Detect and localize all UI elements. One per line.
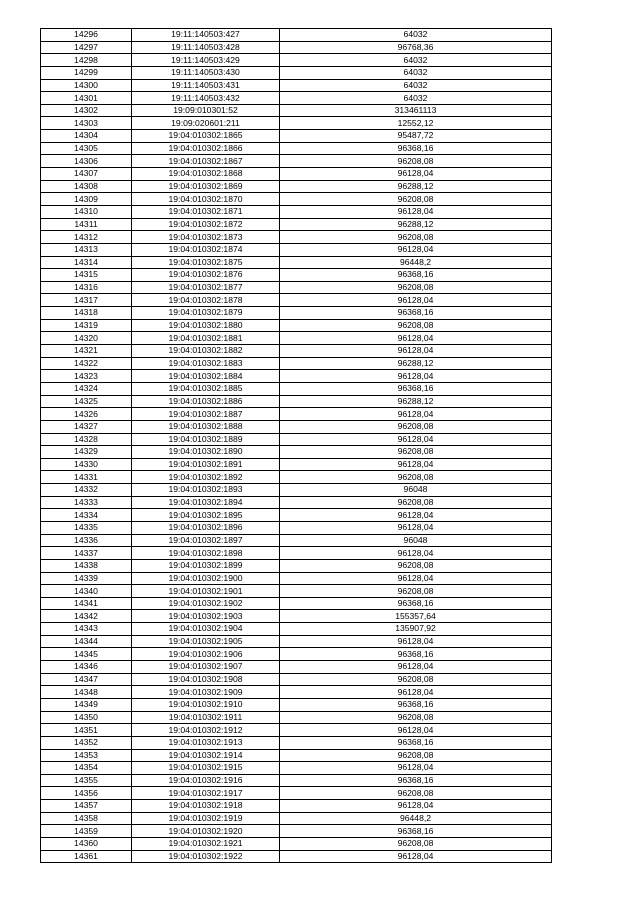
value-cell: 96208,08 <box>280 281 552 294</box>
cadastral-number-cell: 19:04:010302:1906 <box>132 648 280 661</box>
table-row <box>41 787 552 800</box>
row-number-cell: 14315 <box>41 269 132 282</box>
value-cell: 96048 <box>280 484 552 497</box>
row-number-cell: 14347 <box>41 673 132 686</box>
row-number-cell: 14307 <box>41 168 132 181</box>
value-cell: 96288,12 <box>280 180 552 193</box>
value-cell: 96128,04 <box>280 458 552 471</box>
cadastral-number-cell: 19:04:010302:1897 <box>132 534 280 547</box>
cadastral-number-cell: 19:04:010302:1919 <box>132 812 280 825</box>
table-row <box>41 41 552 54</box>
row-number-cell: 14309 <box>41 193 132 206</box>
value-cell: 96128,04 <box>280 408 552 421</box>
row-number-cell: 14328 <box>41 433 132 446</box>
row-number-cell: 14358 <box>41 812 132 825</box>
row-number-cell: 14332 <box>41 484 132 497</box>
value-cell: 96128,04 <box>280 433 552 446</box>
value-cell: 96128,04 <box>280 345 552 358</box>
value-cell: 96128,04 <box>280 370 552 383</box>
table-row <box>41 357 552 370</box>
table-row <box>41 509 552 522</box>
cadastral-number-cell: 19:04:010302:1866 <box>132 142 280 155</box>
value-cell: 96368,16 <box>280 698 552 711</box>
value-cell: 96128,04 <box>280 850 552 863</box>
row-number-cell: 14308 <box>41 180 132 193</box>
table-row <box>41 243 552 256</box>
cadastral-number-cell: 19:04:010302:1896 <box>132 521 280 534</box>
table-row <box>41 180 552 193</box>
row-number-cell: 14320 <box>41 332 132 345</box>
cadastral-number-cell: 19:04:010302:1917 <box>132 787 280 800</box>
cadastral-number-cell: 19:04:010302:1894 <box>132 496 280 509</box>
row-number-cell: 14333 <box>41 496 132 509</box>
value-cell: 64032 <box>280 79 552 92</box>
value-cell: 96128,04 <box>280 572 552 585</box>
value-cell: 96208,08 <box>280 420 552 433</box>
value-cell: 96128,04 <box>280 547 552 560</box>
cadastral-number-cell: 19:04:010302:1913 <box>132 736 280 749</box>
table-row <box>41 130 552 143</box>
table-row <box>41 66 552 79</box>
row-number-cell: 14312 <box>41 231 132 244</box>
value-cell: 95487,72 <box>280 130 552 143</box>
value-cell: 96128,04 <box>280 243 552 256</box>
value-cell: 96208,08 <box>280 749 552 762</box>
table-row <box>41 446 552 459</box>
value-cell: 96208,08 <box>280 496 552 509</box>
table-row <box>41 812 552 825</box>
cadastral-number-cell: 19:11:140503:431 <box>132 79 280 92</box>
value-cell: 96368,16 <box>280 825 552 838</box>
table-row <box>41 572 552 585</box>
table-row <box>41 117 552 130</box>
value-cell: 96368,16 <box>280 736 552 749</box>
table-row <box>41 610 552 623</box>
cadastral-number-cell: 19:04:010302:1921 <box>132 838 280 851</box>
value-cell: 96368,16 <box>280 648 552 661</box>
value-cell: 96208,08 <box>280 193 552 206</box>
row-number-cell: 14306 <box>41 155 132 168</box>
cadastral-number-cell: 19:04:010302:1908 <box>132 673 280 686</box>
row-number-cell: 14305 <box>41 142 132 155</box>
table-row <box>41 408 552 421</box>
row-number-cell: 14302 <box>41 104 132 117</box>
row-number-cell: 14355 <box>41 774 132 787</box>
value-cell: 96768,36 <box>280 41 552 54</box>
cadastral-number-cell: 19:04:010302:1903 <box>132 610 280 623</box>
row-number-cell: 14299 <box>41 66 132 79</box>
row-number-cell: 14329 <box>41 446 132 459</box>
value-cell: 96128,04 <box>280 686 552 699</box>
cadastral-number-cell: 19:04:010302:1904 <box>132 623 280 636</box>
table-row <box>41 420 552 433</box>
cadastral-number-cell: 19:04:010302:1922 <box>132 850 280 863</box>
cadastral-number-cell: 19:04:010302:1891 <box>132 458 280 471</box>
cadastral-number-cell: 19:04:010302:1879 <box>132 307 280 320</box>
table-row <box>41 332 552 345</box>
value-cell: 96208,08 <box>280 471 552 484</box>
cadastral-number-cell: 19:04:010302:1905 <box>132 635 280 648</box>
row-number-cell: 14324 <box>41 382 132 395</box>
value-cell: 96128,04 <box>280 635 552 648</box>
cadastral-number-cell: 19:04:010302:1900 <box>132 572 280 585</box>
cadastral-number-cell: 19:04:010302:1877 <box>132 281 280 294</box>
row-number-cell: 14330 <box>41 458 132 471</box>
cadastral-number-cell: 19:04:010302:1878 <box>132 294 280 307</box>
cadastral-number-cell: 19:04:010302:1899 <box>132 559 280 572</box>
value-cell: 96368,16 <box>280 597 552 610</box>
table-row <box>41 92 552 105</box>
row-number-cell: 14300 <box>41 79 132 92</box>
table-row <box>41 29 552 42</box>
value-cell: 96208,08 <box>280 155 552 168</box>
table-row <box>41 774 552 787</box>
value-cell: 96128,04 <box>280 509 552 522</box>
row-number-cell: 14354 <box>41 762 132 775</box>
table-row <box>41 395 552 408</box>
cadastral-number-cell: 19:04:010302:1867 <box>132 155 280 168</box>
table-row <box>41 597 552 610</box>
cadastral-number-cell: 19:04:010302:1909 <box>132 686 280 699</box>
cadastral-number-cell: 19:04:010302:1875 <box>132 256 280 269</box>
cadastral-number-cell: 19:11:140503:429 <box>132 54 280 67</box>
table-row <box>41 142 552 155</box>
value-cell: 64032 <box>280 54 552 67</box>
row-number-cell: 14343 <box>41 623 132 636</box>
cadastral-number-cell: 19:04:010302:1883 <box>132 357 280 370</box>
value-cell: 96288,12 <box>280 395 552 408</box>
cadastral-number-cell: 19:04:010302:1887 <box>132 408 280 421</box>
value-cell: 96448,2 <box>280 256 552 269</box>
row-number-cell: 14322 <box>41 357 132 370</box>
value-cell: 64032 <box>280 29 552 42</box>
cadastral-number-cell: 19:04:010302:1915 <box>132 762 280 775</box>
table-row <box>41 231 552 244</box>
row-number-cell: 14352 <box>41 736 132 749</box>
value-cell: 96448,2 <box>280 812 552 825</box>
table-row <box>41 635 552 648</box>
row-number-cell: 14321 <box>41 345 132 358</box>
cadastral-number-cell: 19:11:140503:432 <box>132 92 280 105</box>
row-number-cell: 14314 <box>41 256 132 269</box>
row-number-cell: 14339 <box>41 572 132 585</box>
table-row <box>41 256 552 269</box>
cadastral-number-cell: 19:04:010302:1872 <box>132 218 280 231</box>
cadastral-number-cell: 19:04:010302:1874 <box>132 243 280 256</box>
row-number-cell: 14342 <box>41 610 132 623</box>
table-row <box>41 585 552 598</box>
cadastral-number-cell: 19:04:010302:1898 <box>132 547 280 560</box>
value-cell: 96288,12 <box>280 218 552 231</box>
row-number-cell: 14349 <box>41 698 132 711</box>
cadastral-number-cell: 19:11:140503:427 <box>132 29 280 42</box>
cadastral-number-cell: 19:04:010302:1911 <box>132 711 280 724</box>
cadastral-number-cell: 19:11:140503:428 <box>132 41 280 54</box>
row-number-cell: 14327 <box>41 420 132 433</box>
value-cell: 96128,04 <box>280 762 552 775</box>
cadastral-number-cell: 19:04:010302:1873 <box>132 231 280 244</box>
row-number-cell: 14350 <box>41 711 132 724</box>
row-number-cell: 14326 <box>41 408 132 421</box>
row-number-cell: 14310 <box>41 205 132 218</box>
table-row <box>41 673 552 686</box>
cadastral-number-cell: 19:04:010302:1885 <box>132 382 280 395</box>
value-cell: 96208,08 <box>280 838 552 851</box>
table-row <box>41 382 552 395</box>
table-row <box>41 307 552 320</box>
table-row <box>41 800 552 813</box>
value-cell: 96368,16 <box>280 774 552 787</box>
table-row <box>41 54 552 67</box>
row-number-cell: 14311 <box>41 218 132 231</box>
value-cell: 96208,08 <box>280 559 552 572</box>
value-cell: 96128,04 <box>280 800 552 813</box>
value-cell: 96288,12 <box>280 357 552 370</box>
cadastral-number-cell: 19:04:010302:1889 <box>132 433 280 446</box>
value-cell: 96208,08 <box>280 231 552 244</box>
value-cell: 96208,08 <box>280 585 552 598</box>
row-number-cell: 14296 <box>41 29 132 42</box>
table-row <box>41 345 552 358</box>
value-cell: 135907,92 <box>280 623 552 636</box>
table-row <box>41 168 552 181</box>
row-number-cell: 14359 <box>41 825 132 838</box>
value-cell: 96048 <box>280 534 552 547</box>
table-row <box>41 294 552 307</box>
cadastral-number-cell: 19:04:010302:1910 <box>132 698 280 711</box>
value-cell: 96128,04 <box>280 294 552 307</box>
table-row <box>41 458 552 471</box>
value-cell: 96368,16 <box>280 142 552 155</box>
table-row <box>41 661 552 674</box>
table-row <box>41 711 552 724</box>
cadastral-number-cell: 19:09:020601:211 <box>132 117 280 130</box>
value-cell: 96208,08 <box>280 446 552 459</box>
value-cell: 96128,04 <box>280 661 552 674</box>
row-number-cell: 14340 <box>41 585 132 598</box>
row-number-cell: 14318 <box>41 307 132 320</box>
row-number-cell: 14335 <box>41 521 132 534</box>
row-number-cell: 14353 <box>41 749 132 762</box>
table-row <box>41 850 552 863</box>
value-cell: 12552,12 <box>280 117 552 130</box>
cadastral-number-cell: 19:04:010302:1881 <box>132 332 280 345</box>
cadastral-number-cell: 19:04:010302:1902 <box>132 597 280 610</box>
value-cell: 96368,16 <box>280 307 552 320</box>
value-cell: 96128,04 <box>280 724 552 737</box>
value-cell: 96208,08 <box>280 319 552 332</box>
table-row <box>41 749 552 762</box>
value-cell: 96128,04 <box>280 332 552 345</box>
cadastral-number-cell: 19:11:140503:430 <box>132 66 280 79</box>
table-row <box>41 319 552 332</box>
table-row <box>41 521 552 534</box>
table-body <box>41 29 552 863</box>
cadastral-number-cell: 19:04:010302:1920 <box>132 825 280 838</box>
value-cell: 96368,16 <box>280 382 552 395</box>
row-number-cell: 14345 <box>41 648 132 661</box>
cadastral-number-cell: 19:04:010302:1918 <box>132 800 280 813</box>
row-number-cell: 14361 <box>41 850 132 863</box>
row-number-cell: 14317 <box>41 294 132 307</box>
table-row <box>41 648 552 661</box>
table-row <box>41 559 552 572</box>
row-number-cell: 14337 <box>41 547 132 560</box>
cadastral-number-cell: 19:04:010302:1869 <box>132 180 280 193</box>
table-row <box>41 762 552 775</box>
table-row <box>41 736 552 749</box>
table-row <box>41 496 552 509</box>
value-cell: 96128,04 <box>280 205 552 218</box>
table-row <box>41 623 552 636</box>
value-cell: 96208,08 <box>280 711 552 724</box>
row-number-cell: 14356 <box>41 787 132 800</box>
table-row <box>41 193 552 206</box>
cadastral-number-cell: 19:04:010302:1884 <box>132 370 280 383</box>
cadastral-number-cell: 19:04:010302:1914 <box>132 749 280 762</box>
row-number-cell: 14331 <box>41 471 132 484</box>
value-cell: 64032 <box>280 66 552 79</box>
table-row <box>41 269 552 282</box>
value-cell: 96208,08 <box>280 787 552 800</box>
cadastral-number-cell: 19:04:010302:1865 <box>132 130 280 143</box>
row-number-cell: 14344 <box>41 635 132 648</box>
cadastral-number-cell: 19:04:010302:1901 <box>132 585 280 598</box>
row-number-cell: 14298 <box>41 54 132 67</box>
cadastral-number-cell: 19:04:010302:1912 <box>132 724 280 737</box>
row-number-cell: 14360 <box>41 838 132 851</box>
row-number-cell: 14351 <box>41 724 132 737</box>
value-cell: 64032 <box>280 92 552 105</box>
cadastral-number-cell: 19:04:010302:1886 <box>132 395 280 408</box>
table-row <box>41 79 552 92</box>
table-row <box>41 218 552 231</box>
row-number-cell: 14319 <box>41 319 132 332</box>
cadastral-number-cell: 19:04:010302:1870 <box>132 193 280 206</box>
cadastral-number-cell: 19:04:010302:1876 <box>132 269 280 282</box>
row-number-cell: 14357 <box>41 800 132 813</box>
table-row <box>41 547 552 560</box>
cadastral-number-cell: 19:04:010302:1892 <box>132 471 280 484</box>
cadastral-number-cell: 19:04:010302:1868 <box>132 168 280 181</box>
value-cell: 96208,08 <box>280 673 552 686</box>
table-row <box>41 370 552 383</box>
table-row <box>41 205 552 218</box>
value-cell: 96128,04 <box>280 168 552 181</box>
row-number-cell: 14346 <box>41 661 132 674</box>
row-number-cell: 14336 <box>41 534 132 547</box>
value-cell: 155357,64 <box>280 610 552 623</box>
table-row <box>41 281 552 294</box>
table-row <box>41 724 552 737</box>
value-cell: 313461113 <box>280 104 552 117</box>
value-cell: 96128,04 <box>280 521 552 534</box>
records-table <box>40 28 552 863</box>
row-number-cell: 14348 <box>41 686 132 699</box>
cadastral-number-cell: 19:04:010302:1916 <box>132 774 280 787</box>
cadastral-number-cell: 19:04:010302:1871 <box>132 205 280 218</box>
row-number-cell: 14313 <box>41 243 132 256</box>
cadastral-number-cell: 19:04:010302:1893 <box>132 484 280 497</box>
table-row <box>41 484 552 497</box>
cadastral-number-cell: 19:04:010302:1890 <box>132 446 280 459</box>
row-number-cell: 14341 <box>41 597 132 610</box>
row-number-cell: 14301 <box>41 92 132 105</box>
value-cell: 96368,16 <box>280 269 552 282</box>
row-number-cell: 14334 <box>41 509 132 522</box>
table-row <box>41 534 552 547</box>
row-number-cell: 14338 <box>41 559 132 572</box>
row-number-cell: 14297 <box>41 41 132 54</box>
table-row <box>41 825 552 838</box>
table-row <box>41 104 552 117</box>
cadastral-number-cell: 19:04:010302:1882 <box>132 345 280 358</box>
cadastral-number-cell: 19:04:010302:1895 <box>132 509 280 522</box>
cadastral-number-cell: 19:04:010302:1880 <box>132 319 280 332</box>
row-number-cell: 14325 <box>41 395 132 408</box>
table-row <box>41 155 552 168</box>
row-number-cell: 14304 <box>41 130 132 143</box>
cadastral-number-cell: 19:09:010301:52 <box>132 104 280 117</box>
cadastral-number-cell: 19:04:010302:1888 <box>132 420 280 433</box>
table-row <box>41 433 552 446</box>
table-row <box>41 838 552 851</box>
row-number-cell: 14323 <box>41 370 132 383</box>
cadastral-number-cell: 19:04:010302:1907 <box>132 661 280 674</box>
row-number-cell: 14316 <box>41 281 132 294</box>
table-row <box>41 686 552 699</box>
table-row <box>41 471 552 484</box>
table-row <box>41 698 552 711</box>
row-number-cell: 14303 <box>41 117 132 130</box>
